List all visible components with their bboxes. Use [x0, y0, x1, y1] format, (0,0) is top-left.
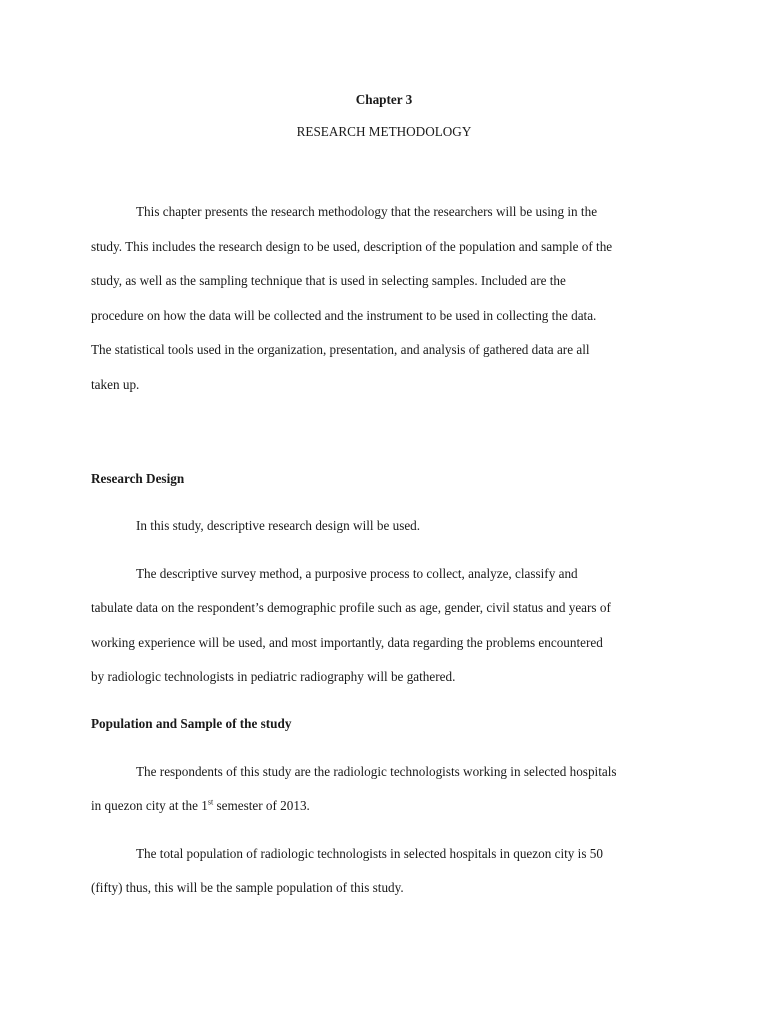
text-line: study. This includes the research design to be used, description of the population and sample of the	[91, 239, 613, 254]
text-line: (fifty) thus, this will be the sample population of this study.	[91, 880, 404, 895]
text-line: by radiologic technologists in pediatric radiography will be gathered.	[91, 669, 456, 684]
chapter-number: Chapter 3	[355, 92, 413, 107]
text-line	[91, 798, 310, 814]
text-line: study, as well as the sampling technique that is used in selecting samples. Included are the	[91, 273, 566, 288]
text-line: This chapter presents the research methodology that the researchers will be using in the	[136, 204, 598, 219]
population-heading: Population and Sample of the study	[91, 716, 292, 731]
text-line: The statistical tools used in the organization, presentation, and analysis of gathered data are all	[91, 342, 590, 357]
text-line: taken up.	[91, 377, 140, 392]
text-line: The descriptive survey method, a purposive process to collect, analyze, classify and	[136, 566, 578, 581]
text-line: The respondents of this study are the radiologic technologists working in selected hospitals	[136, 764, 617, 779]
chapter-title: RESEARCH METHODOLOGY	[296, 124, 472, 139]
text-segment: semester of 2013.	[213, 798, 310, 813]
text-line: tabulate data on the respondent’s demographic profile such as age, gender, civil status and years of	[91, 600, 611, 615]
text-segment: in quezon city at the 1	[91, 798, 208, 813]
text-line: procedure on how the data will be collected and the instrument to be used in collecting the data.	[91, 308, 597, 323]
ordinal-superscript: st	[207, 797, 214, 807]
research-design-heading: Research Design	[91, 471, 185, 486]
research-design-paragraph-1: In this study, descriptive research design will be used.	[136, 518, 421, 533]
text-line: The total population of radiologic technologists in selected hospitals in quezon city is 50	[136, 846, 603, 861]
text-line: working experience will be used, and most importantly, data regarding the problems encountered	[91, 635, 603, 650]
